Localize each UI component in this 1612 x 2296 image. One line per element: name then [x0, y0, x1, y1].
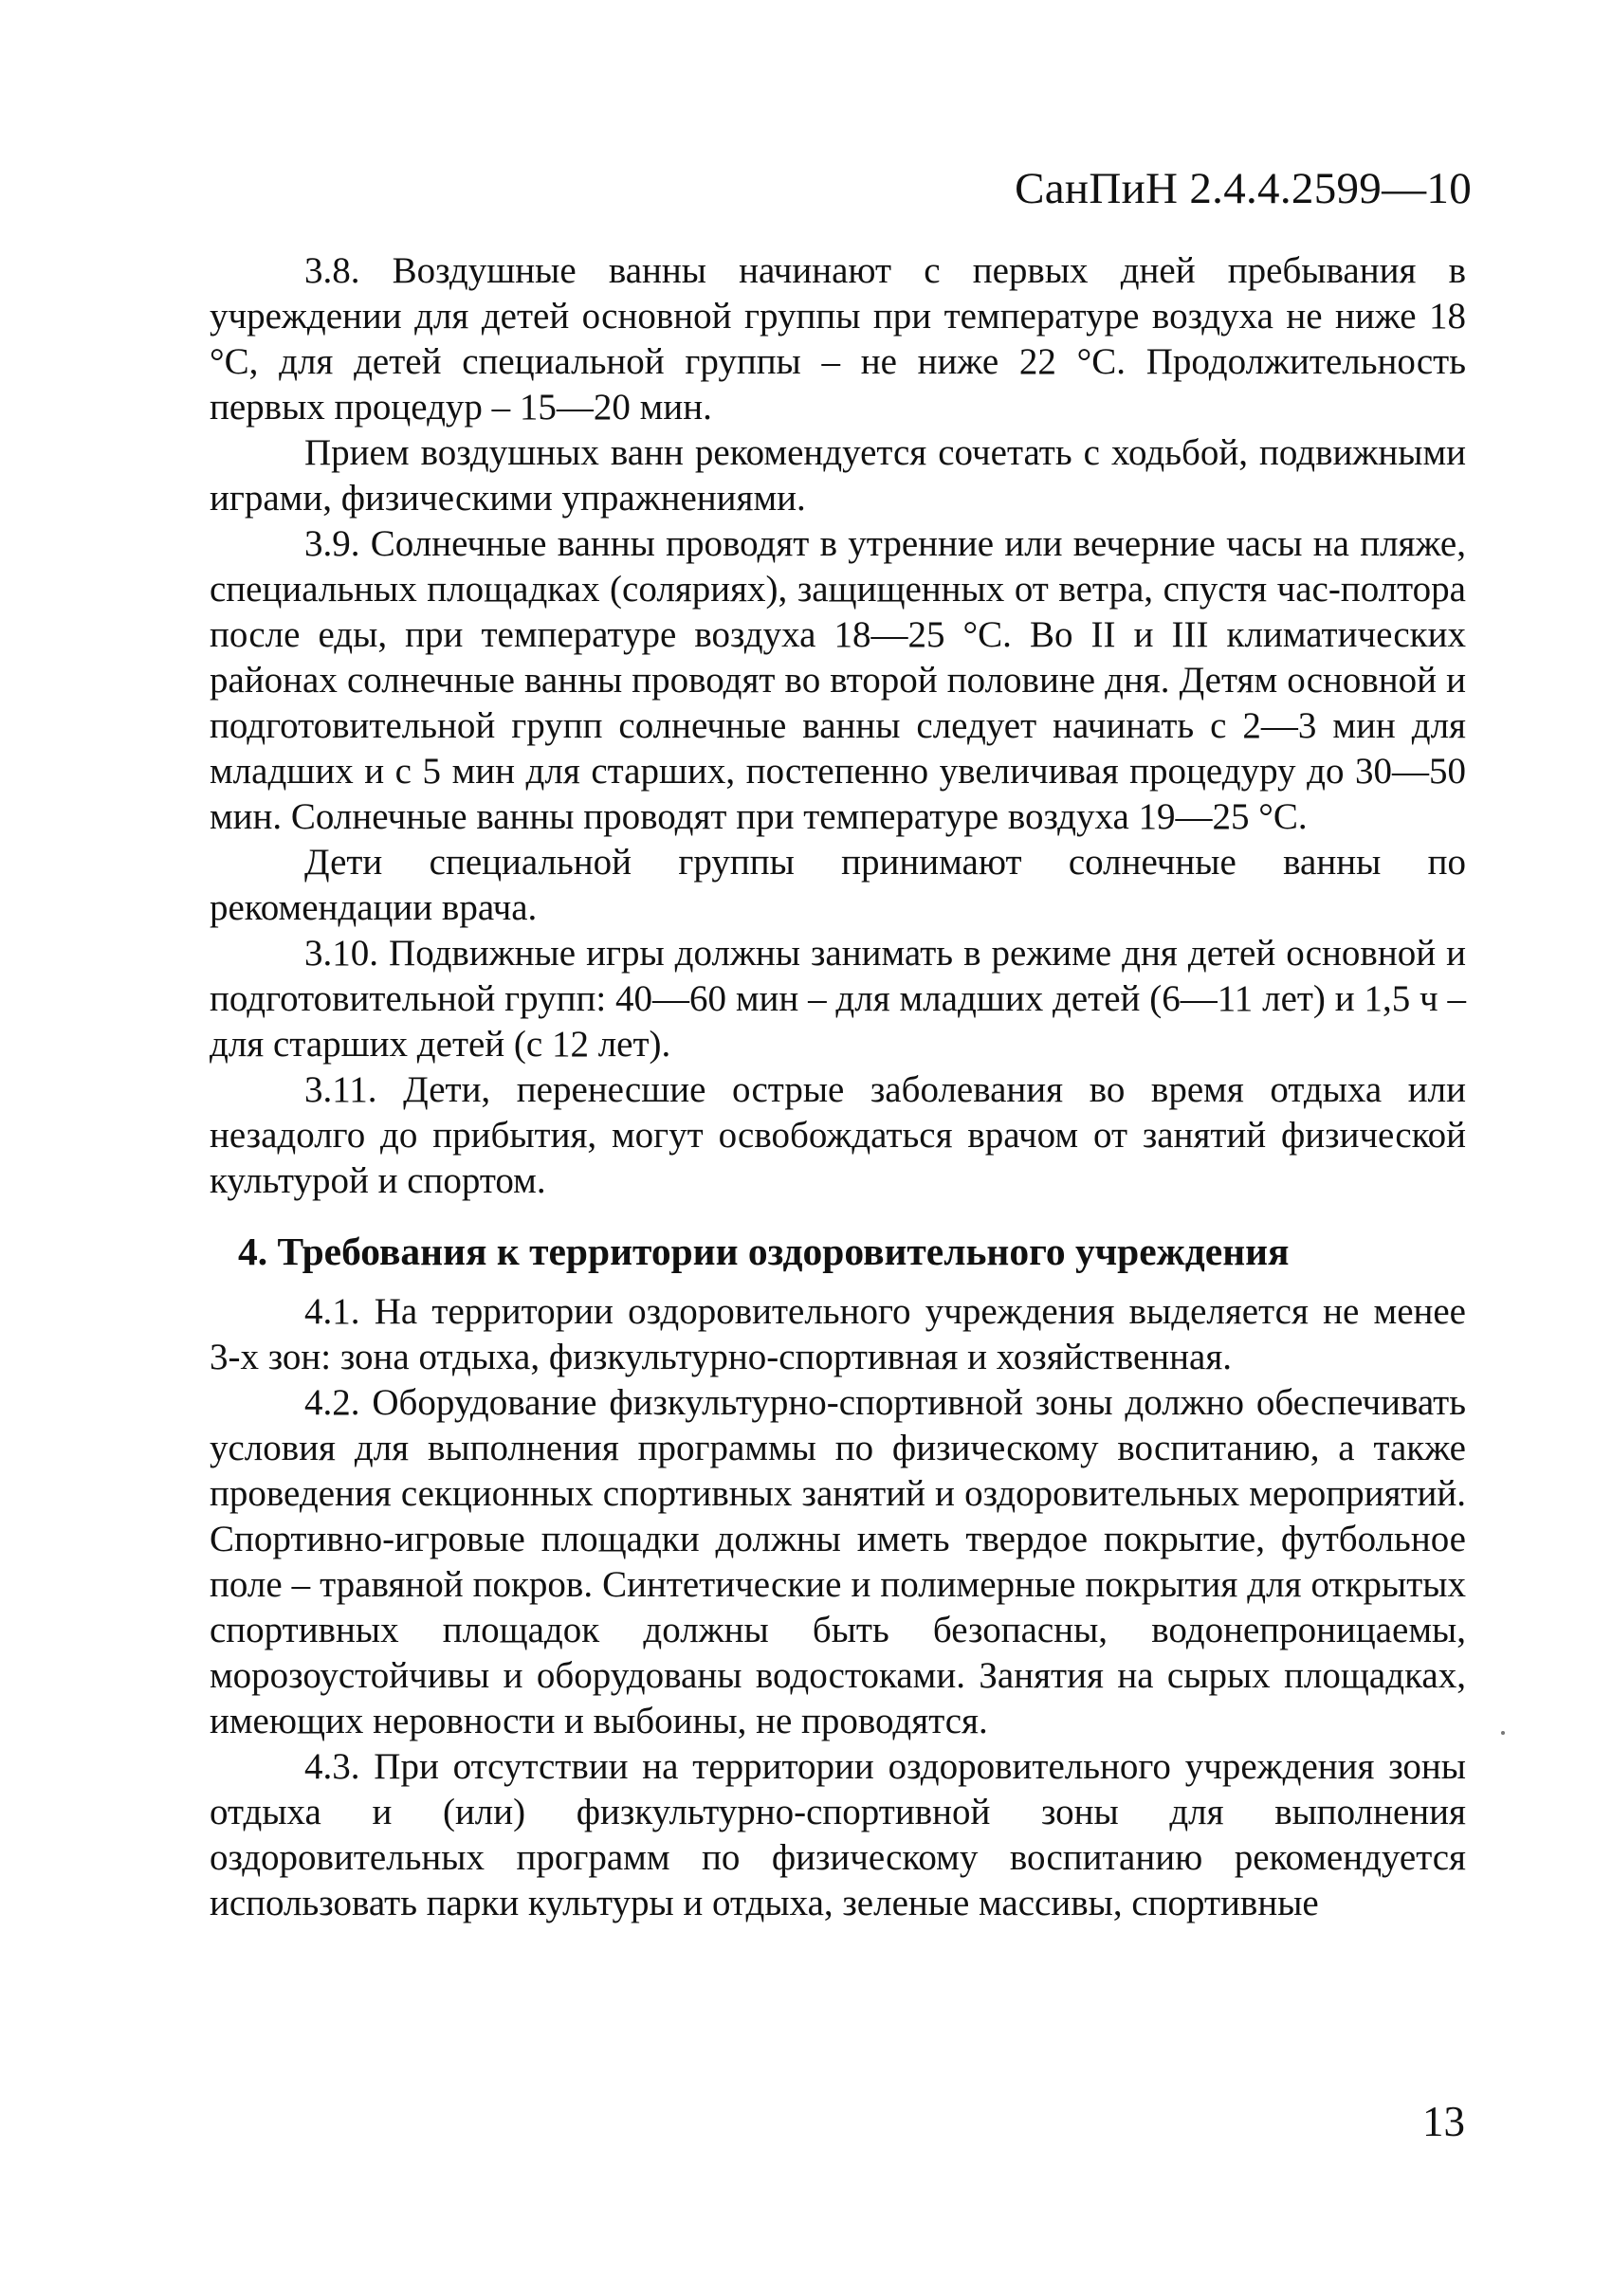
- paragraph-special-group-note: Дети специальной группы принимают солнечные ванны по рекомендации врача.: [210, 842, 1466, 928]
- scan-speck-mark: [1501, 1731, 1505, 1735]
- paragraph-4-2: 4.2. Оборудование физкультурно-спортивной зоны должно обеспечивать условия для выполнения программы по физическому воспитанию, а также проведения секционных спортивных занятий и оздоровительных мероприятий. Спортивно-игровые площадки должны иметь твердое покрытие, футбольное поле – травяной покров. Синтетические и полимерные покрытия для открытых спортивных площадок должны быть безопасны, водонепроницаемы, морозоустойчивы и оборудованы водостоками. Занятия на сырых площадках, имеющих неровности и выбоины, не проводятся.: [210, 1382, 1466, 1741]
- paragraph-3-10: 3.10. Подвижные игры должны занимать в режиме дня детей основной и подготовительной групп: 40—60 мин – для младших детей (6—11 лет) и 1,5 ч – для старших детей (с 12 лет).: [210, 933, 1466, 1065]
- section-heading-4: 4. Требования к территории оздоровительного учреждения: [238, 1230, 1290, 1273]
- page-number: 13: [1422, 2098, 1465, 2145]
- paragraph-4-1: 4.1. На территории оздоровительного учреждения выделяется не менее 3-х зон: зона отдыха, физкультурно-спортивная и хозяйственная.: [210, 1291, 1466, 1377]
- paragraph-air-baths-note: Прием воздушных ванн рекомендуется сочетать с ходьбой, подвижными играми, физическими упражнениями.: [210, 432, 1466, 519]
- document-code-header: СанПиН 2.4.4.2599—10: [1015, 164, 1472, 213]
- paragraph-4-3: 4.3. При отсутствии на территории оздоровительного учреждения зоны отдыха и (или) физкультурно-спортивной зоны для выполнения оздоровительных программ по физическому воспитанию рекомендуется использовать парки культуры и отдыха, зеленые массивы, спортивные: [210, 1746, 1466, 1923]
- paragraph-3-9: 3.9. Солнечные ванны проводят в утренние или вечерние часы на пляже, специальных площадках (соляриях), защищенных от ветра, спустя час-полтора после еды, при температуре воздуха 18—25 °С. Во II и III климатических районах солнечные ванны проводят во второй половине дня. Детям основной и подготовительной групп солнечные ванны следует начинать с 2—3 мин для младших и с 5 мин для старших, постепенно увеличивая процедуру до 30—50 мин. Солнечные ванны проводят при температуре воздуха 19—25 °С.: [210, 523, 1466, 837]
- page-body: [210, 248, 1466, 1926]
- paragraph-3-11: 3.11. Дети, перенесшие острые заболевания во время отдыха или незадолго до прибытия, могут освобождаться врачом от занятий физической культурой и спортом.: [210, 1069, 1466, 1201]
- paragraph-3-8: 3.8. Воздушные ванны начинают с первых дней пребывания в учреждении для детей основной группы при температуре воздуха не ниже 18 °С, для детей специальной группы – не ниже 22 °С. Продолжительность первых процедур – 15—20 мин.: [210, 250, 1466, 428]
